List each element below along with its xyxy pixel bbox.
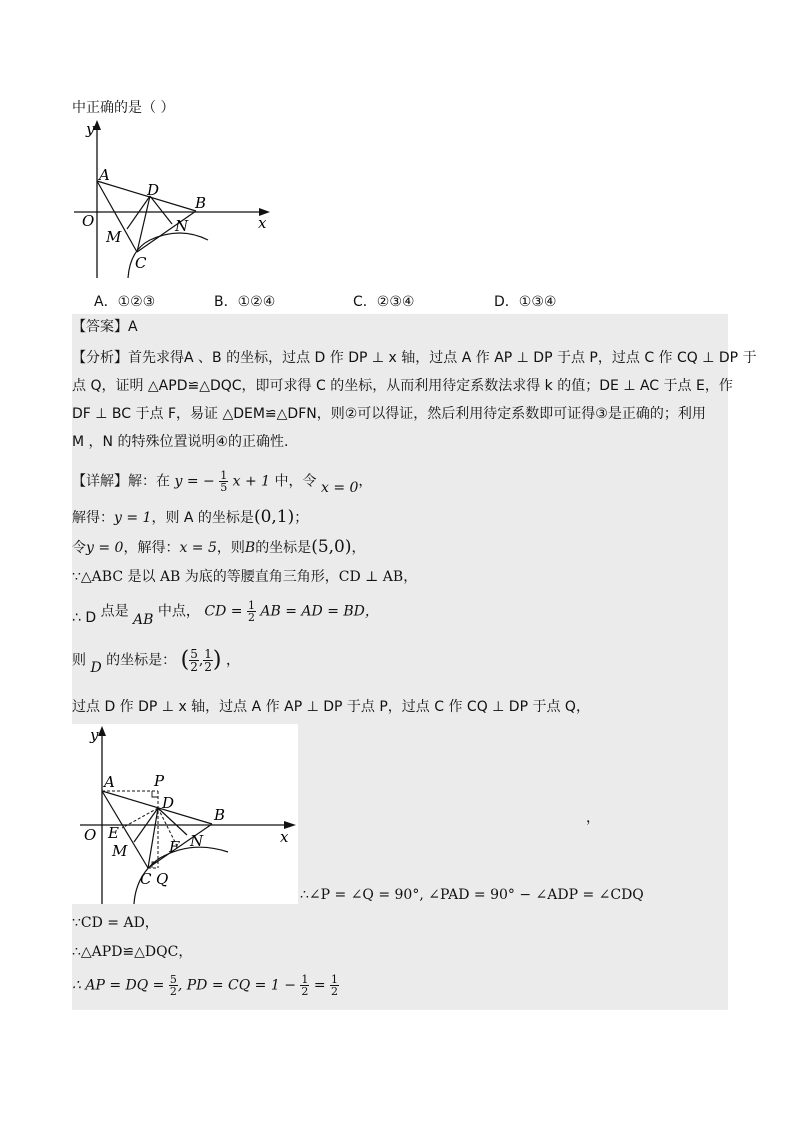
option-b[interactable]: B．①②④: [214, 294, 276, 310]
detail-line-5-mid2: 中点，: [157, 603, 200, 620]
detail-line-3-end: ，: [351, 540, 366, 556]
detail-line-2-pre: 解得：: [72, 510, 114, 526]
coord-A: (0,1): [253, 507, 295, 527]
fraction-num: 5: [190, 647, 198, 661]
label-M: M: [106, 228, 122, 246]
detail-line-10: ∴△APD≌△DQC，: [72, 944, 193, 960]
detail-line-11: [72, 974, 339, 1008]
label-Q: Q: [156, 870, 169, 888]
analysis-text-1: 首先求得A 、B 的坐标，过点 D 作 DP ⊥ x 轴，过点 A 作 AP ⊥ DP 于点 P，过点 C 作 CQ ⊥ DP 于: [128, 350, 757, 366]
option-d[interactable]: D．①③④: [494, 294, 557, 310]
paren-close: ): [212, 647, 222, 673]
fraction-den: 2: [301, 985, 309, 998]
label-E: E: [108, 824, 119, 842]
label-P: P: [154, 772, 165, 790]
detail-line-4: ∵△ABC 是以 AB 为底的等腰直角三角形，CD ⊥ AB，: [72, 569, 418, 585]
stray-comma: ，: [586, 810, 600, 826]
eq-AP-DQ: ∴ AP = DQ =: [72, 977, 165, 994]
detail-line-3: [72, 537, 366, 558]
detail-line-5-pre: ∴ D: [72, 609, 97, 626]
fraction-den: 2: [169, 985, 177, 998]
detail-line-2-mid: ，则 A 的坐标是: [151, 510, 254, 526]
option-a[interactable]: A．①②③: [94, 294, 156, 310]
detail-line-3-mid2: ，则: [216, 540, 245, 556]
fraction-five-halves: [169, 974, 178, 997]
coord-B: (5,0): [311, 537, 352, 557]
eq-y-minus: y = −: [174, 473, 215, 490]
fraction-one-half-b: [330, 974, 339, 997]
comma-sep: ,: [198, 652, 204, 669]
figure-2-box: [72, 724, 298, 904]
label-B: B: [195, 194, 207, 212]
answer-tag: 【答案】: [72, 319, 128, 335]
label-y: y: [90, 726, 99, 744]
analysis-line-2: 点 Q，证明 △APD≌△DQC，即可求得 C 的坐标，从而利用待定系数法求得 k 的值；DE ⊥ AC 于点 E，作: [72, 378, 733, 394]
fraction-five-halves: [189, 648, 199, 673]
answer-line: [72, 317, 138, 337]
label-B: B: [214, 806, 226, 824]
detail-line-6-pre: 则: [72, 652, 86, 669]
fraction-den: 2: [190, 660, 198, 674]
detail-line-3-mid: ，解得：: [123, 540, 180, 556]
fraction-den: 2: [204, 660, 212, 674]
label-A: A: [104, 773, 115, 791]
y-axis-arrow: [98, 726, 106, 736]
segment-AB-text: AB: [133, 611, 154, 628]
detail-line-3-mid3: 的坐标是: [255, 540, 312, 556]
detail-line-3-pre: 令: [72, 540, 86, 556]
fraction-num: 1: [301, 973, 309, 986]
eq-x-5: x = 5: [179, 540, 217, 556]
detail-line-2-end: ；: [294, 510, 309, 526]
point-D: D: [90, 659, 102, 676]
label-D: D: [162, 794, 175, 812]
analysis-line-3: DF ⊥ BC 于点 F，易证 △DEM≌△DFN，则②可以得证，然后利用待定系数即可证得③是正确的；利用: [72, 406, 706, 422]
label-M: M: [112, 842, 128, 860]
detail-line-7: 过点 D 作 DP ⊥ x 轴，过点 A 作 AP ⊥ DP 于点 P，过点 C 作 CQ ⊥ DP 于点 Q，: [72, 699, 590, 715]
label-D: D: [147, 181, 160, 199]
fraction-num: 1: [220, 469, 228, 482]
fraction-one-half-2: [203, 648, 213, 673]
fraction-den: 5: [220, 481, 228, 494]
detail-line-6-end: ，: [225, 652, 240, 669]
fraction-one-half: [247, 600, 256, 623]
label-x: x: [258, 214, 267, 232]
eq-CD: CD =: [204, 603, 243, 620]
label-F: F: [169, 838, 180, 856]
label-y: y: [86, 120, 95, 138]
fraction-den: 2: [331, 985, 339, 998]
analysis-line-1: [72, 348, 757, 368]
segment-CD: [148, 808, 158, 868]
label-C: C: [135, 254, 147, 272]
option-c[interactable]: C．②③④: [353, 294, 415, 310]
detail-line-1-pre: 解：在: [128, 473, 170, 490]
detail-line-1-end: ，: [358, 473, 373, 490]
detail-line-9: ∵CD = AD，: [72, 915, 159, 931]
detail-line-5-mid: 点是: [100, 603, 129, 620]
fraction-num: 5: [169, 973, 177, 986]
point-B: B: [244, 540, 256, 556]
label-O: O: [84, 826, 97, 844]
fraction-num: 1: [331, 973, 339, 986]
fraction-num: 1: [247, 599, 255, 612]
eq-AB-AD-BD: AB = AD = BD，: [260, 603, 379, 620]
eq-y-1: y = 1: [114, 510, 152, 526]
figure-1-diagram: [70, 118, 280, 278]
detail-line-1: [72, 470, 372, 500]
answer-value: A: [128, 319, 138, 335]
eq-PD-CQ: , PD = CQ = 1 −: [177, 977, 296, 994]
eq-y-0: y = 0: [86, 540, 124, 556]
label-N: N: [190, 832, 204, 850]
detail-line-6-mid: 的坐标是：: [106, 652, 177, 669]
label-N: N: [175, 217, 189, 235]
detail-line-5: [72, 600, 379, 634]
analysis-line-4: M ，N 的特殊位置说明④的正确性.: [72, 434, 289, 450]
detail-line-1-mid: 中，令: [274, 473, 317, 490]
fraction-one-half-a: [300, 974, 309, 997]
solution-background-right: [298, 724, 728, 904]
fraction-num: 1: [204, 647, 212, 661]
detail-line-6: [72, 648, 240, 682]
label-C: C: [140, 870, 152, 888]
detail-line-2: [72, 507, 308, 528]
analysis-tag: 【分析】: [72, 350, 128, 366]
label-A: A: [99, 166, 110, 184]
eq-x-plus-1: x + 1: [232, 473, 271, 490]
label-x: x: [280, 828, 289, 846]
eq-x-zero: x = 0: [320, 479, 359, 496]
fraction-one-fifth: [219, 470, 228, 493]
question-stem: 中正确的是（ ）: [72, 100, 175, 116]
detail-tag: 【详解】: [72, 473, 128, 490]
eq-equals: =: [313, 977, 326, 994]
paren-open: (: [180, 647, 190, 673]
fraction-den: 2: [247, 611, 255, 624]
figure-2-diagram: [72, 724, 298, 904]
right-angle-P: [152, 791, 158, 797]
label-O: O: [82, 212, 95, 230]
detail-line-8: ∴∠P = ∠Q = 90°, ∠PAD = 90° − ∠ADP = ∠CDQ: [300, 887, 644, 903]
